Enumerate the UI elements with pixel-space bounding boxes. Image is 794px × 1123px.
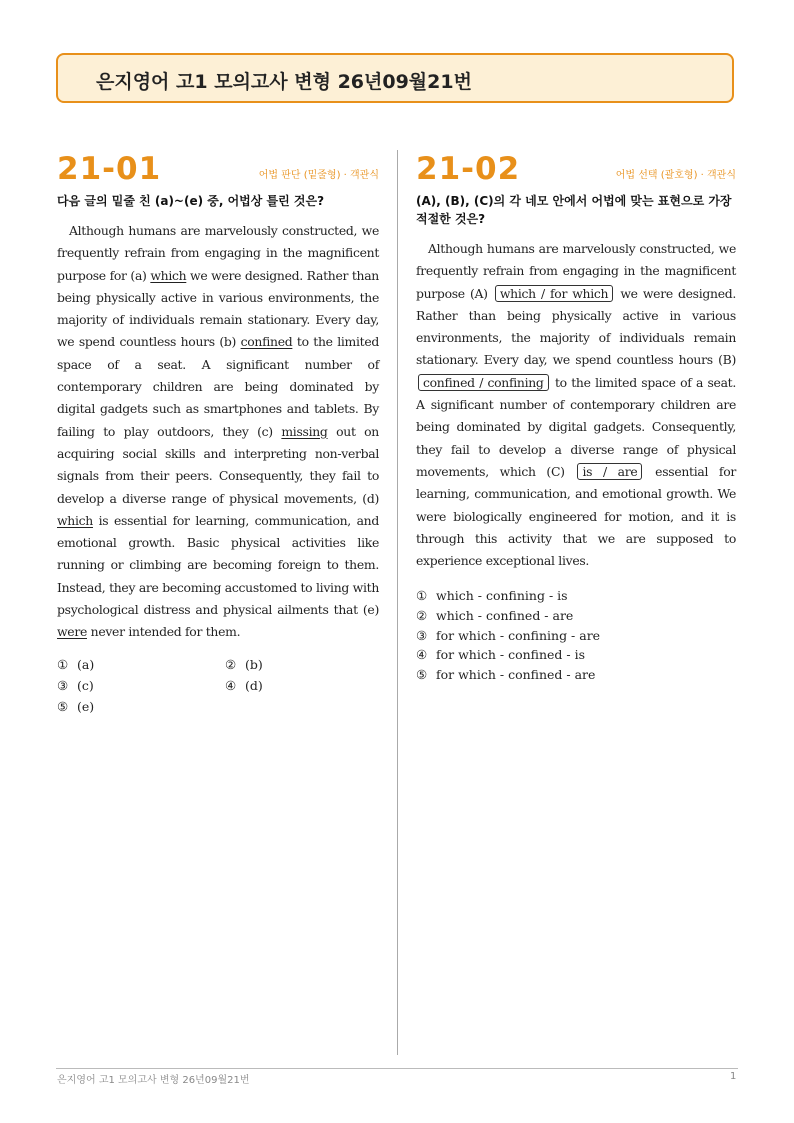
choice-mark: ② (225, 656, 237, 672)
question-prompt: 다음 글의 밑줄 친 (a)~(e) 중, 어법상 틀린 것은? (57, 194, 325, 208)
choice-1[interactable] (57, 656, 225, 674)
column-divider (397, 150, 398, 1055)
passage-text: we were designed. Rather than being physically active in various environments, the majority of individuals remain stationary. Every day, we spend countless hours (B) (416, 285, 737, 368)
question-number: 21-01 (57, 151, 162, 187)
question-21-02 (416, 150, 736, 684)
header-box (56, 53, 734, 103)
answer-choices (57, 656, 379, 716)
underline-a: which (150, 267, 187, 283)
box-c: is / are (577, 463, 642, 480)
choice-mark: ① (416, 588, 428, 604)
choice-text: for which - confining - are (436, 627, 601, 643)
question-type: 어법 선택 (괄호형) · 객관식 (615, 170, 736, 181)
answer-choices (416, 586, 736, 684)
question-prompt: (A), (B), (C)의 각 네모 안에서 어법에 맞는 표현으로 가장 적절한 것은? (416, 194, 732, 226)
passage (416, 238, 736, 572)
passage-text: is essential for learning, communication, and emotional growth. Basic physical activities like running or climbing are becoming foreign to them. Instead, they are becoming accustomed to living with psychological distress and physical ailments that (e) (57, 512, 379, 618)
choice-mark: ⑤ (416, 666, 428, 682)
passage (57, 220, 379, 644)
underline-b: confined (240, 334, 293, 350)
question-21-01 (57, 150, 379, 716)
footer-divider (56, 1068, 738, 1069)
choice-3[interactable] (416, 626, 736, 646)
passage-text: we were designed. Rather than being physically active in various environments, the majority of individuals remain stationary. Every day, we spend countless hours (b) (57, 267, 379, 350)
choice-text: which - confined - are (436, 608, 574, 624)
question-number: 21-02 (416, 151, 521, 187)
choice-mark: ② (416, 608, 428, 624)
underline-d: which (57, 512, 93, 528)
question-header (57, 150, 379, 188)
passage-text: Although humans are marvelously constructed, we frequently refrain from engaging in the magnificent purpose for (a) (57, 223, 379, 283)
question-type: 어법 판단 (밑줄형) · 객관식 (258, 170, 379, 181)
choice-1[interactable] (416, 586, 736, 606)
page-title: 은지영어 고1 모의고사 변형 26년09월21번 (96, 71, 472, 93)
choice-5[interactable] (416, 665, 736, 685)
choice-4[interactable] (416, 645, 736, 665)
choice-text: (b) (245, 656, 263, 672)
choice-text: for which - confined - is (436, 647, 586, 663)
choice-text: which - confining - is (436, 588, 568, 604)
choice-text: for which - confined - are (436, 666, 596, 682)
box-a: which / for which (495, 285, 613, 302)
passage-text: to the limited space of a seat. A significant number of contemporary children are being dominated by digital gadgets such as smartphones and tablets. By failing to play outdoors, they (c) (57, 334, 379, 439)
choice-mark: ③ (57, 677, 69, 693)
choice-mark: ③ (416, 627, 428, 643)
choice-text: (d) (245, 677, 263, 693)
choice-text: (c) (77, 677, 94, 693)
choice-3[interactable] (57, 677, 225, 695)
choice-mark: ④ (225, 677, 237, 693)
box-b: confined / confining (418, 374, 549, 391)
passage-text: to the limited space of a seat. A significant number of contemporary children are being dominated by digital gadgets. Consequently, they fail to develop a diverse range of physical movements, which (C) (416, 374, 736, 479)
choice-4[interactable] (225, 677, 375, 695)
passage-text: never intended for them. (87, 624, 241, 640)
choice-mark: ⑤ (57, 698, 69, 714)
underline-e: were (57, 624, 87, 640)
underline-c: missing (281, 423, 328, 439)
passage-text: Although humans are marvelously constructed, we frequently refrain from engaging in the magnificent purpose (A) (416, 241, 736, 301)
choice-2[interactable] (225, 656, 375, 674)
passage-text: out on acquiring social skills and interpreting non-verbal signals from their peers. Consequently, they fail to develop a diverse range of physical movements, (d) (57, 423, 379, 506)
choice-2[interactable] (416, 606, 736, 626)
footer-title: 은지영어 고1 모의고사 변형 26년09월21번 (57, 1075, 250, 1086)
page-number: 1 (730, 1071, 737, 1082)
choice-5[interactable] (57, 698, 225, 716)
question-header (416, 150, 736, 188)
choice-text: (a) (77, 656, 95, 672)
choice-text: (e) (77, 698, 95, 714)
passage-text: essential for learning, communication, and emotional growth. We were biologically engineered for motion, and it is through this activity that we are supposed to experience exceptional lives. (416, 463, 736, 569)
choice-mark: ④ (416, 647, 428, 663)
choice-mark: ① (57, 656, 69, 672)
